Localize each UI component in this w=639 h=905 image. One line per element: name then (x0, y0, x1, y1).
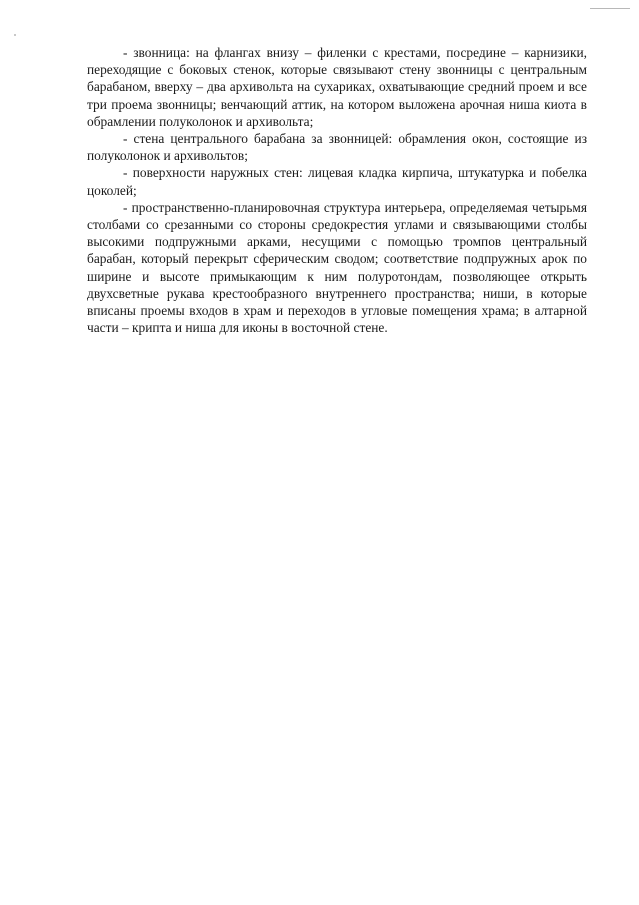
paragraph-exterior-walls: - поверхности наружных стен: лицевая кладка кирпича, штукатурка и побелка цоколей; (87, 165, 587, 198)
document-body (87, 44, 587, 336)
scan-artifact-dot (14, 34, 16, 36)
paragraph-central-drum-wall: - стена центрального барабана за звонницей: обрамления окон, состоящие из полуколонок и архивольтов; (87, 131, 587, 164)
paragraph-belfry: - звонница: на флангах внизу – филенки с крестами, посредине – карнизики, переходящие с боковых стенок, которые связывают стену звонницы с центральным барабаном, вверху – два архивольта на сухариках, охватывающие средний проем и все три проема звонницы; венчающий аттик, на котором выложена арочная ниша киота в обрамлении полуколонок и архивольта; (87, 45, 587, 129)
scan-artifact (590, 8, 630, 9)
paragraph-interior-structure: - пространственно-планировочная структура интерьера, определяемая четырьмя столбами со срезанными со стороны средокрестия углами и связывающими столбы высокими подпружными арками, несущими с помощью тромпов центральный барабан, который перекрыт сферическим сводом; соответствие подпружных арок по ширине и высоте примыкающим к ним полуротондам, позволяющее открыть двухсветные рукава крестообразного внутреннего пространства; ниши, в которые вписаны проемы входов в храм и переходов в угловые помещения храма; в алтарной части – крипта и ниша для иконы в восточной стене. (87, 199, 587, 336)
